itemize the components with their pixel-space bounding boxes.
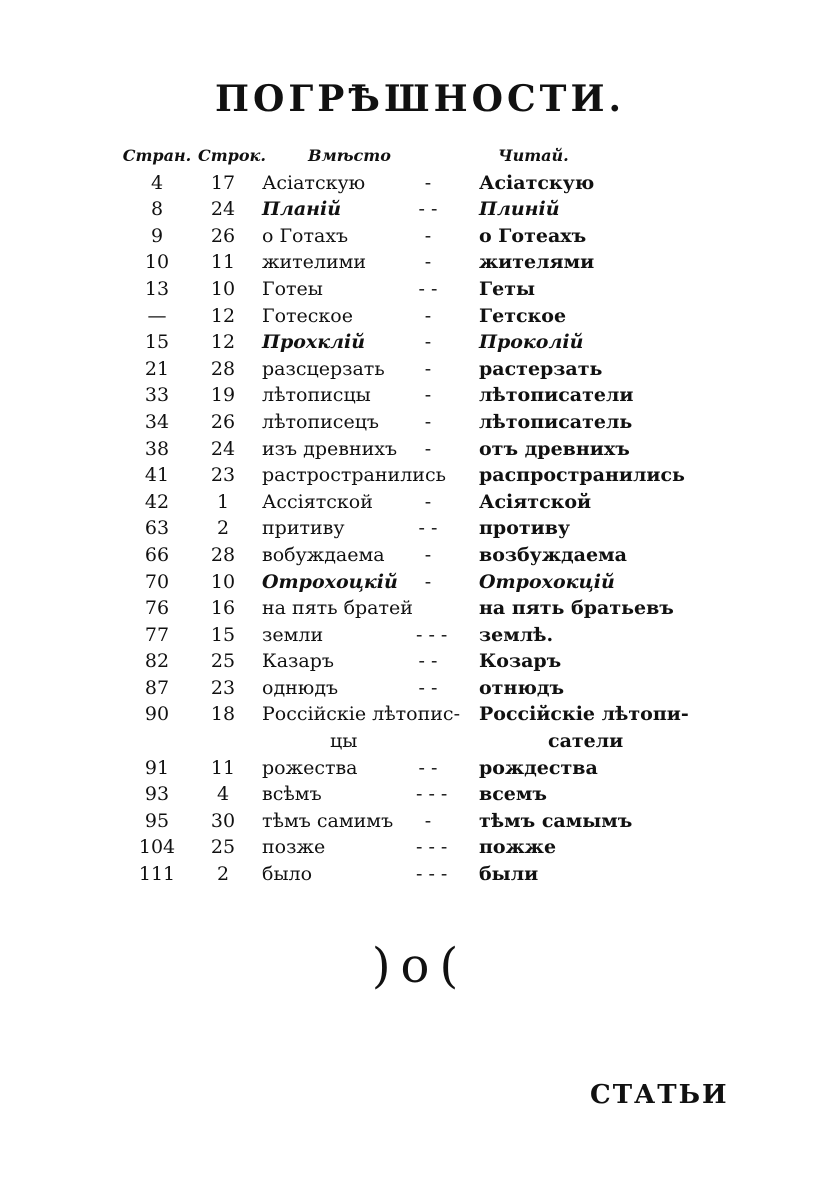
errata-row <box>0 223 840 250</box>
errata-row <box>0 249 840 276</box>
line-number: 28 <box>210 357 236 380</box>
errata-row <box>0 356 840 383</box>
correct-text: лѣтописатели <box>479 384 634 407</box>
correct-text: Асіятской <box>479 490 592 513</box>
wrong-text: разсцерзать <box>262 357 385 380</box>
correct-text: Гетское <box>479 304 567 327</box>
line-number: 17 <box>210 171 236 194</box>
correct-text: растерзать <box>479 357 603 380</box>
page-number: 13 <box>144 277 170 300</box>
page-number: 87 <box>144 676 170 699</box>
errata-row <box>0 436 840 463</box>
wrong-text: было <box>262 863 313 886</box>
page-number: 21 <box>144 357 170 380</box>
line-number: 1 <box>216 490 230 513</box>
wrong-text: вобуждаема <box>262 543 385 566</box>
wrong-text: лѣтописецъ <box>262 410 379 433</box>
line-number: 26 <box>210 410 236 433</box>
line-number: 28 <box>210 543 236 566</box>
wrong-text: Готеское <box>262 304 353 327</box>
errata-row <box>0 569 840 596</box>
wrong-text: лѣтописцы <box>262 384 371 407</box>
dash-filler: - - <box>418 676 438 699</box>
page-number: 93 <box>144 783 170 806</box>
page-number: 76 <box>144 597 170 620</box>
wrong-text: Планій <box>262 198 342 221</box>
wrong-text: позже <box>262 836 326 859</box>
catchword: СТАТЬИ <box>590 1080 729 1110</box>
correct-text: Проколій <box>479 331 584 354</box>
line-number: 10 <box>210 570 236 593</box>
dash-filler: - - <box>418 756 438 779</box>
page-number: 91 <box>144 756 170 779</box>
line-number: 19 <box>210 384 236 407</box>
errata-row <box>0 462 840 489</box>
dash-filler: - <box>424 570 432 593</box>
dash-filler: - - - <box>416 863 448 886</box>
dash-filler: - - <box>418 650 438 673</box>
correct-text: Отрохокцій <box>479 570 615 593</box>
errata-row <box>0 276 840 303</box>
wrong-text: Отрохоцкій <box>262 570 398 593</box>
page-number: — <box>147 304 167 327</box>
line-number: 30 <box>210 809 236 832</box>
errata-row <box>0 675 840 702</box>
dash-filler: - <box>424 331 432 354</box>
correct-text: всемъ <box>479 783 547 806</box>
dash-filler: - <box>424 543 432 566</box>
correct-text: распространились <box>479 464 685 487</box>
errata-row <box>0 595 840 622</box>
line-number: 25 <box>210 836 236 859</box>
errata-row <box>0 409 840 436</box>
correct-text: Асіатскую <box>479 171 595 194</box>
errata-row <box>0 515 840 542</box>
page-number: 9 <box>150 224 164 247</box>
errata-row <box>0 648 840 675</box>
ornament: )o( <box>371 938 469 994</box>
dash-filler: - <box>424 304 432 327</box>
line-number: 25 <box>210 650 236 673</box>
errata-row <box>0 701 840 754</box>
dash-filler: - <box>424 251 432 274</box>
page-number: 34 <box>144 410 170 433</box>
wrong-text: жителими <box>262 251 367 274</box>
dash-filler: - <box>424 384 432 407</box>
dash-filler: - <box>424 224 432 247</box>
page-number: 90 <box>144 703 170 726</box>
page-title: ПОГРѢШНОСТИ. <box>215 78 625 120</box>
dash-filler: - - - <box>416 783 448 806</box>
page-number: 42 <box>144 490 170 513</box>
correct-text: были <box>479 863 539 886</box>
correct-text: Россійскіе лѣтопи- <box>479 703 689 726</box>
errata-row <box>0 834 840 861</box>
line-number: 12 <box>210 331 236 354</box>
column-header-wrong: Вмѣсто <box>308 146 391 165</box>
page-number: 10 <box>144 251 170 274</box>
column-header-page: Стран. <box>122 146 192 165</box>
page-number: 15 <box>144 331 170 354</box>
correct-text: Геты <box>479 277 536 300</box>
dash-filler: - <box>424 410 432 433</box>
wrong-text: Готеы <box>262 277 323 300</box>
line-number: 10 <box>210 277 236 300</box>
dash-filler: - <box>424 809 432 832</box>
page-number: 82 <box>144 650 170 673</box>
dash-filler: - <box>424 171 432 194</box>
line-number: 23 <box>210 464 236 487</box>
page-number: 63 <box>144 517 170 540</box>
line-number: 4 <box>216 783 230 806</box>
page-number: 66 <box>144 543 170 566</box>
line-number: 15 <box>210 623 236 646</box>
correct-text: о Готеахъ <box>479 224 587 247</box>
errata-row <box>0 489 840 516</box>
errata-row <box>0 622 840 649</box>
line-number: 23 <box>210 676 236 699</box>
wrong-text: Асіатскую <box>262 171 366 194</box>
wrong-text: притиву <box>262 517 345 540</box>
page-number: 8 <box>150 198 164 221</box>
errata-row <box>0 808 840 835</box>
wrong-text: Казаръ <box>262 650 334 673</box>
wrong-text: Прохклій <box>262 331 366 354</box>
correct-text: Плиній <box>479 198 560 221</box>
line-number: 2 <box>216 517 230 540</box>
line-number: 24 <box>210 198 236 221</box>
wrong-text: всѣмъ <box>262 783 322 806</box>
line-number: 11 <box>210 756 236 779</box>
dash-filler: - - <box>418 517 438 540</box>
column-header-line: Строк. <box>198 146 266 165</box>
correct-text: возбуждаема <box>479 543 627 566</box>
correct-text: противу <box>479 517 571 540</box>
correct-text-continuation: сатели <box>548 730 624 753</box>
correct-text: отнюдъ <box>479 676 565 699</box>
dash-filler: - <box>424 437 432 460</box>
errata-row <box>0 781 840 808</box>
errata-row <box>0 196 840 223</box>
wrong-text: изъ древнихъ <box>262 437 398 460</box>
column-header-right: Читай. <box>498 146 569 165</box>
page-number: 95 <box>144 809 170 832</box>
wrong-text: земли <box>262 623 324 646</box>
wrong-text: тѣмъ самимъ <box>262 809 394 832</box>
page-number: 41 <box>144 464 170 487</box>
page-number: 104 <box>138 836 176 859</box>
line-number: 2 <box>216 863 230 886</box>
line-number: 24 <box>210 437 236 460</box>
dash-filler: - - <box>418 198 438 221</box>
errata-table <box>0 143 840 888</box>
wrong-text: Ассіятской <box>262 490 373 513</box>
errata-row <box>0 303 840 330</box>
line-number: 11 <box>210 251 236 274</box>
correct-text: землѣ. <box>479 623 554 646</box>
page-number: 38 <box>144 437 170 460</box>
wrong-text: Россійскіе лѣтопис- <box>262 703 460 726</box>
page-number: 33 <box>144 384 170 407</box>
errata-row <box>0 329 840 356</box>
errata-row <box>0 755 840 782</box>
wrong-text: рожества <box>262 756 358 779</box>
errata-row <box>0 382 840 409</box>
dash-filler: - <box>424 490 432 513</box>
correct-text: тѣмъ самымъ <box>479 809 633 832</box>
correct-text: Козаръ <box>479 650 562 673</box>
correct-text: на пять братьевъ <box>479 597 674 620</box>
dash-filler: - <box>424 357 432 380</box>
wrong-text: растространились <box>262 464 446 487</box>
errata-row <box>0 542 840 569</box>
errata-row <box>0 861 840 888</box>
dash-filler: - - <box>418 277 438 300</box>
dash-filler: - - - <box>416 623 448 646</box>
dash-filler: - - - <box>416 836 448 859</box>
wrong-text-continuation: цы <box>330 730 358 753</box>
line-number: 12 <box>210 304 236 327</box>
page-number: 70 <box>144 570 170 593</box>
line-number: 18 <box>210 703 236 726</box>
correct-text: жителями <box>479 251 595 274</box>
page-number: 77 <box>144 623 170 646</box>
correct-text: рождества <box>479 756 598 779</box>
line-number: 26 <box>210 224 236 247</box>
line-number: 16 <box>210 597 236 620</box>
wrong-text: о Готахъ <box>262 224 349 247</box>
correct-text: пожже <box>479 836 557 859</box>
correct-text: отъ древнихъ <box>479 437 630 460</box>
page-number: 111 <box>138 863 176 886</box>
page-number: 4 <box>150 171 164 194</box>
correct-text: лѣтописатель <box>479 410 633 433</box>
wrong-text: на пять братей <box>262 597 413 620</box>
errata-row <box>0 170 840 197</box>
errata-header-row <box>0 143 840 170</box>
wrong-text: однюдъ <box>262 676 339 699</box>
